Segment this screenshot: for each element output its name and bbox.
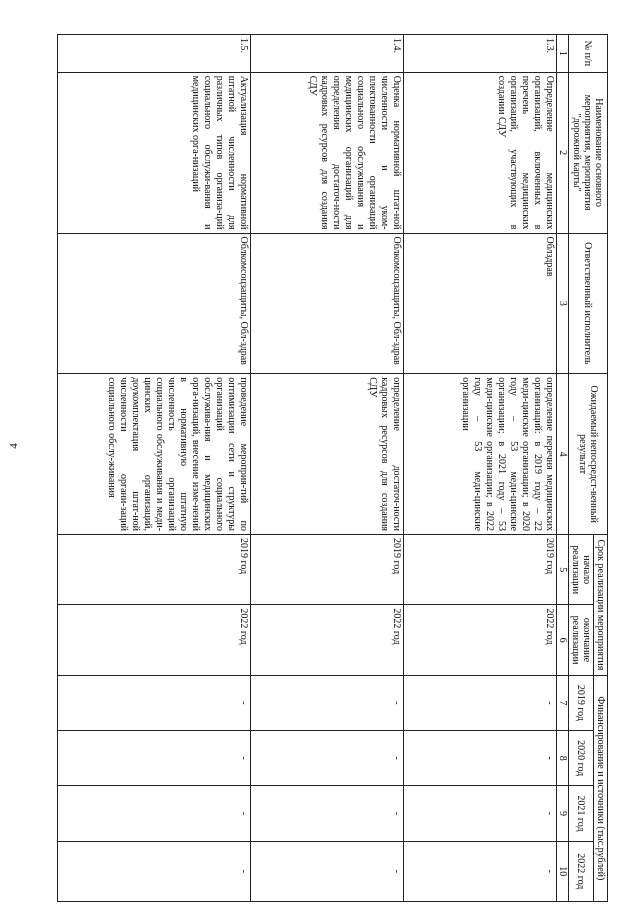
- row-name: Определение медицинских организаций, включенных в перечень медицинских организаций, участвующих в создании СДУ: [404, 72, 557, 233]
- header-result: Ожидаемый непосредст-венный результат: [569, 374, 608, 535]
- page-number: 4: [8, 443, 20, 449]
- header-name: Наименование основного мероприятия, мероприятия "дорожной карты": [569, 72, 608, 233]
- row-end: 2022 год: [251, 605, 404, 675]
- row-num: 1.3.: [404, 35, 557, 73]
- header-year-2019: 2019 год: [569, 675, 594, 730]
- column-number: 7: [557, 675, 569, 730]
- row-end: 2022 год: [58, 605, 251, 675]
- row-name: Оценка нормативной штат-ной численности и уком-плектованности организаций социального обслуживания и медицинских организаций для определения достаточ-ности кадровых ресурсов для создания СДУ: [251, 72, 404, 233]
- header-year-2020: 2020 год: [569, 731, 594, 786]
- header-term: Срок реализации мероприятия: [594, 535, 608, 676]
- header-financing: Финансирование и источники (тыс.рублей): [594, 675, 608, 901]
- row-name: Актуализация нормативной штатной численности для различных типов организа-ций социального обслужи-вания и медицинских орга-низаций: [58, 72, 251, 233]
- header-row-1: [594, 35, 608, 902]
- row-executor: Облкомсоцзащиты, Обл-здрав: [251, 233, 404, 374]
- column-number: 8: [557, 731, 569, 786]
- rotated-page: [48, 34, 608, 902]
- column-number: 3: [557, 233, 569, 374]
- header-year-2022: 2022 год: [569, 841, 594, 901]
- row-fin-2021: -: [404, 786, 557, 841]
- row-start: 2019 год: [251, 535, 404, 605]
- column-number: 5: [557, 535, 569, 605]
- row-fin-2022: -: [58, 841, 251, 901]
- table-row: [58, 35, 251, 902]
- row-fin-2021: -: [251, 786, 404, 841]
- header-year-2021: 2021 год: [569, 786, 594, 841]
- row-num: 1.5.: [58, 35, 251, 73]
- row-executor: Облздрав: [404, 233, 557, 374]
- column-number: 4: [557, 374, 569, 535]
- column-number-row: [557, 35, 569, 902]
- row-start: 2019 год: [404, 535, 557, 605]
- row-result: проведение мероприя-тий по оптимизации сети и структуры организаций социального обслужива-ния и медицинских орга-низаций, внесение изме-нений в нормативную штатную численность организаций социального обслуживания и меди-цинских организаций, доукомплектация штат-ной численности органи-заций социального обслу-живания: [58, 374, 251, 535]
- row-fin-2019: -: [58, 675, 251, 730]
- row-executor: Облкомсоцзащиты, Обл-здрав: [58, 233, 251, 374]
- row-start: 2019 год: [58, 535, 251, 605]
- column-number: 10: [557, 841, 569, 901]
- column-number: 6: [557, 605, 569, 675]
- row-fin-2021: -: [58, 786, 251, 841]
- column-number: 2: [557, 72, 569, 233]
- row-result: определение перечня медицинских организаций: в 2019 году – 22 меди-цинские организации; в 2020 году – 53 меди-цинские организации; в 2021 году – 53 меди-цинские организации; в 2022 году – 53 меди-цинские организации: [404, 374, 557, 535]
- header-executor: Ответственный исполнитель: [569, 233, 608, 374]
- row-result: определение достаточ-ности кадровых ресурсов для создания СДУ: [251, 374, 404, 535]
- row-end: 2022 год: [404, 605, 557, 675]
- row-fin-2020: -: [58, 731, 251, 786]
- roadmap-table: [57, 34, 608, 902]
- row-fin-2019: -: [251, 675, 404, 730]
- row-fin-2022: -: [404, 841, 557, 901]
- row-fin-2020: -: [404, 731, 557, 786]
- row-fin-2020: -: [251, 731, 404, 786]
- header-num: № п/п: [569, 35, 608, 73]
- table-row: [404, 35, 557, 902]
- row-fin-2022: -: [251, 841, 404, 901]
- table-row: [251, 35, 404, 902]
- column-number: 9: [557, 786, 569, 841]
- header-term-start: начало реализации: [569, 535, 594, 605]
- row-fin-2019: -: [404, 675, 557, 730]
- row-num: 1.4.: [251, 35, 404, 73]
- header-term-end: окончание реализации: [569, 605, 594, 675]
- column-number: 1: [557, 35, 569, 73]
